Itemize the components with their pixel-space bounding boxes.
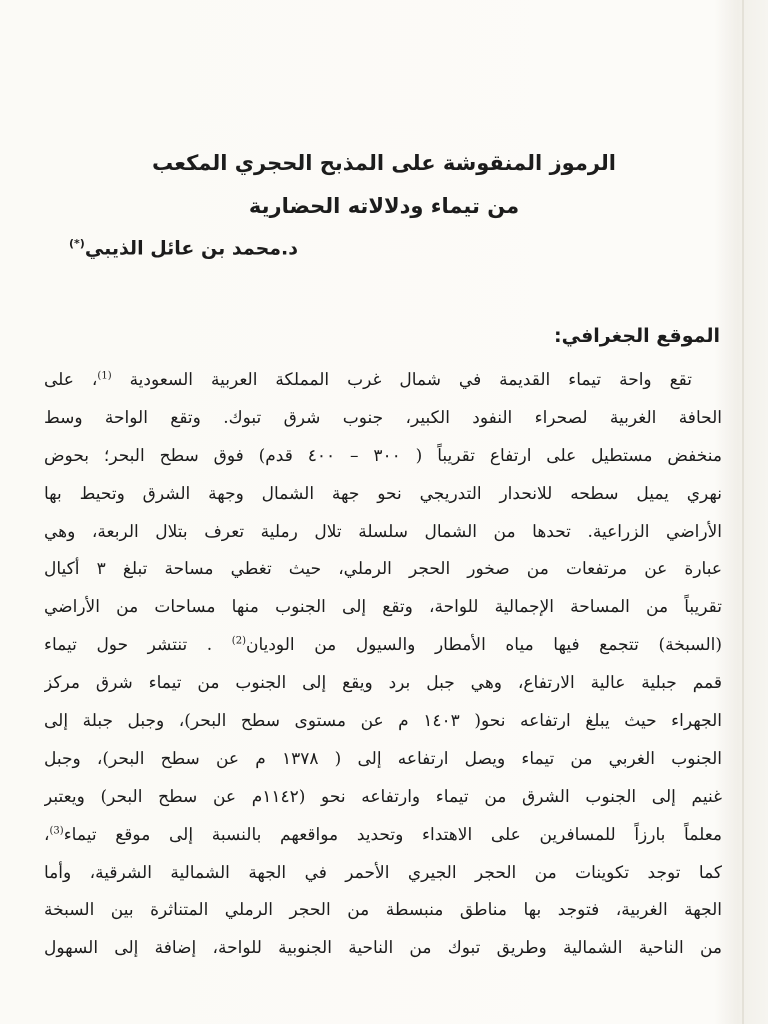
text-line: قمم جبلية عالية الارتفاع، وهي جبل برد ويقع إلى الجنوب من تيماء شرق مركز (44, 673, 722, 694)
author-byline (69, 238, 298, 258)
footnote-ref: (3) (49, 825, 64, 837)
text-line: تقريباً من المساحة الإجمالية للواحة، وتقع إلى الجنوب منها مساحات من الأراضي (44, 597, 722, 618)
text-line: (السبخة) تتجمع فيها مياه الأمطار والسيول من الوديان$^{(2)}$ . تنتشر حول تيماء (44, 635, 722, 656)
article-title-line-1: الرموز المنقوشة على المذبح الحجري المكعب (152, 151, 616, 175)
text-line: الأراضي الزراعية. تحدها من الشمال سلسلة تلال رملية تعرف بتلال الربعة، وهي (44, 521, 722, 542)
author-name: د.محمد بن عائل الذيبي (84, 237, 298, 260)
footnote-ref: (1) (97, 370, 112, 382)
page-edge-shadow (742, 0, 744, 1024)
text-line: الجهة الغربية، فتوجد بها مناطق منبسطة من الحجر الرملي المتناثرة بين السبخة (44, 900, 722, 921)
footnote-ref: (2) (231, 635, 246, 647)
article-title-line-2: من تيماء ودلالاته الحضارية (248, 194, 520, 218)
text-line: الجهراء حيث يبلغ ارتفاعه نحو( ١٤٠٣ م عن مستوى سطح البحر)، وجبل جبلة إلى (44, 711, 722, 732)
text-line: الحافة الغربية لصحراء النفود الكبير، جنوب شرق تبوك. وتقع الواحة وسط (44, 407, 722, 428)
text-line: الجنوب الغربي من تيماء ويصل ارتفاعه إلى ( ١٣٧٨ م عن سطح البحر)، وجبل (44, 748, 722, 769)
text-line: معلماً بارزاً للمسافرين على الاهتداء وتحديد مواقعهم بالنسبة إلى موقع تيماء$^{(3)}$، (44, 824, 722, 845)
author-footnote-mark: (*) (69, 237, 85, 250)
section-heading: الموقع الجغرافي: (554, 325, 720, 347)
text-line: من الناحية الشمالية وطريق تبوك من الناحية الجنوبية للواحة، إضافة إلى السهول (44, 938, 722, 959)
text-line: منخفض مستطيل على ارتفاع تقريباً ( ٣٠٠ – ٤٠٠ قدم) فوق سطح البحر؛ بحوض (44, 445, 722, 466)
text-line: غنيم إلى الجنوب الشرق من تيماء وارتفاعه نحو (١١٤٢م عن سطح البحر) ويعتبر (44, 786, 722, 807)
text-line: تقع واحة تيماء القديمة في شمال غرب المملكة العربية السعودية $^{(1)}$، على (44, 370, 692, 390)
text-line: نهري يميل سطحه للانحدار التدريجي نحو جهة الشمال وجهة الشرق وتحيط بها (44, 483, 722, 504)
body-text (44, 362, 722, 968)
text-line: كما توجد تكوينات من الحجر الجيري الأحمر في الجهة الشمالية الشرقية، وأما (44, 862, 722, 883)
text-line: عبارة عن مرتفعات من صخور الحجر الرملي، حيث تغطي مساحة تبلغ ٣ أكيال (44, 559, 722, 580)
